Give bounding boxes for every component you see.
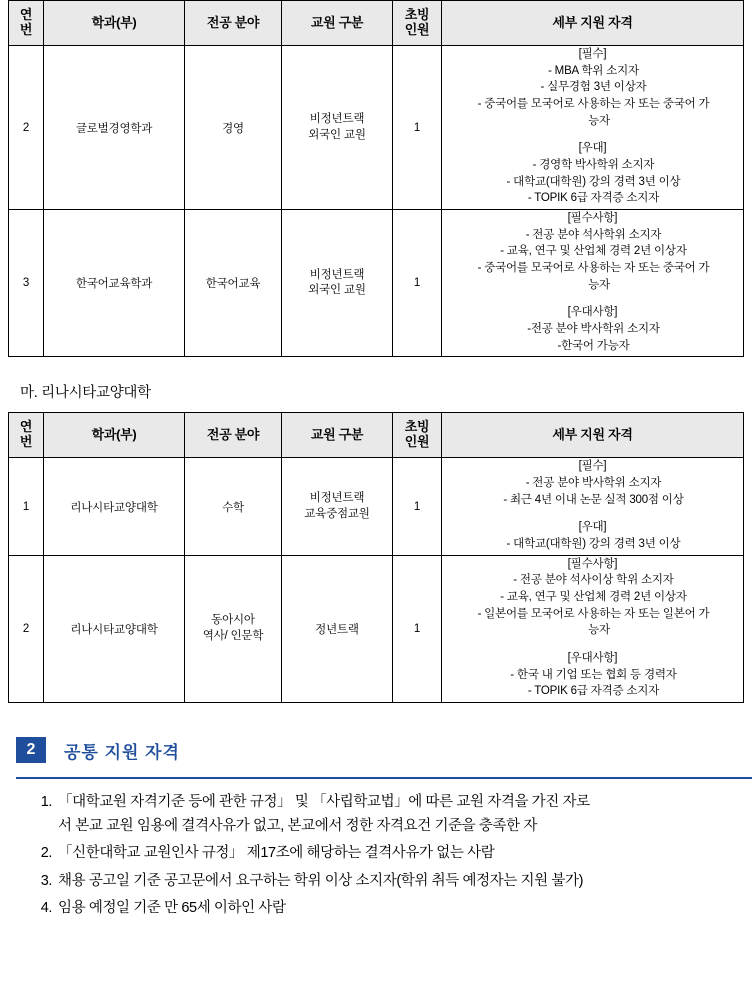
cell-department: 리나시타교양대학 [44, 458, 185, 555]
cell-major: 경영 [185, 46, 282, 210]
cell-faculty-type: 정년트랙 [282, 555, 393, 702]
qualification-line-cont: 능자 [588, 114, 610, 127]
section-divider [16, 777, 752, 779]
table-2-body [9, 458, 744, 703]
list-item-line1: 「신한대학교 교원인사 규정」 제17조에 해당하는 결격사유가 없는 사람 [58, 845, 495, 862]
table-1-body [9, 46, 744, 357]
qualification-line: - TOPIK 6급 자격증 소지자 [527, 685, 660, 698]
qualification-line-cont: 능자 [588, 278, 610, 291]
list-item [54, 870, 744, 893]
header-department: 학과(부) [44, 413, 185, 458]
recruit-table-2 [8, 412, 744, 703]
spacer [442, 510, 743, 519]
header-count-line1: 초빙 [404, 7, 430, 23]
qualification-line: - 전공 분야 석사이상 학위 소지자 [513, 574, 674, 587]
header-major: 전공 분야 [185, 413, 282, 458]
cell-count: 1 [393, 458, 442, 555]
faculty-type-line2: 외국인 교원 [308, 128, 366, 141]
qualification-line: -한국어 가능자 [557, 339, 630, 352]
header-major: 전공 분야 [185, 1, 282, 46]
header-qualification: 세부 지원 자격 [442, 413, 744, 458]
qualification-line: - 대학교(대학원) 강의 경력 3년 이상 [506, 538, 681, 551]
common-qualification-list [8, 791, 744, 920]
common-section-heading [16, 737, 744, 763]
cell-qualification [442, 458, 744, 555]
header-qualification: 세부 지원 자격 [442, 1, 744, 46]
qualification-line: -전공 분야 박사학위 소지자 [527, 323, 660, 336]
table-2-header [9, 413, 744, 458]
spacer [442, 641, 743, 650]
cell-major: 수학 [185, 458, 282, 555]
faculty-type-line2: 외국인 교원 [308, 284, 366, 297]
cell-department: 글로벌경영학과 [44, 46, 185, 210]
cell-faculty-type [282, 210, 393, 357]
cell-qualification [442, 555, 744, 702]
qualification-group-required [442, 458, 743, 508]
qualification-group-preferred [442, 519, 743, 552]
qualification-line: - 일본어를 모국어로 사용하는 자 또는 일본어 가 [477, 607, 710, 620]
major-line2: 역사/ 인문학 [202, 629, 264, 642]
qualification-group-header: [우대] [578, 521, 607, 534]
qualification-group-header: [우대사항] [567, 652, 618, 665]
cell-count: 1 [393, 46, 442, 210]
table-row [9, 555, 744, 702]
qualification-group-required [442, 46, 743, 129]
table-2-header-row [9, 413, 744, 458]
qualification-line: - 전공 분야 박사학위 소지자 [525, 477, 662, 490]
header-no-line2: 번 [19, 22, 33, 37]
qualification-group-header: [우대] [578, 142, 607, 155]
qualification-group-required [442, 210, 743, 293]
qualification-group-header: [필수사항] [567, 212, 618, 225]
qualification-line: - 교육, 연구 및 산업체 경력 2년 이상자 [500, 591, 687, 604]
header-count-line2: 인원 [404, 434, 430, 450]
header-no [9, 1, 44, 46]
qualification-group-header: [우대사항] [567, 306, 618, 319]
cell-department: 한국어교육학과 [44, 210, 185, 357]
qualification-line: - 실무경험 3년 이상자 [540, 81, 647, 94]
qualification-line: - 한국 내 기업 또는 협회 등 경력자 [510, 668, 677, 681]
list-item [54, 791, 744, 838]
qualification-line: - 전공 분야 석사학위 소지자 [525, 228, 662, 241]
major-line1: 동아시아 [211, 614, 255, 627]
table-1-header-row [9, 1, 744, 46]
table-1-header [9, 1, 744, 46]
header-faculty-type: 교원 구분 [282, 413, 393, 458]
cell-qualification [442, 46, 744, 210]
table-row [9, 46, 744, 210]
faculty-type-line2: 교육중점교원 [304, 507, 370, 520]
qualification-line: - MBA 학위 소지자 [548, 64, 639, 77]
faculty-type-line1: 비정년트랙 [309, 492, 365, 505]
list-item-line2: 서 본교 교원 임용에 결격사유가 없고, 본교에서 정한 자격요건 기준을 충족한 자 [58, 817, 537, 834]
spacer [442, 295, 743, 304]
qualification-group-preferred [442, 304, 743, 354]
qualification-group-header: [필수] [578, 48, 607, 60]
qualification-group-header: [필수] [578, 460, 607, 473]
header-no-line1: 연 [19, 419, 33, 435]
header-count [393, 1, 442, 46]
cell-count: 1 [393, 555, 442, 702]
cell-faculty-type [282, 46, 393, 210]
list-item-line1: 채용 공고일 기준 공고문에서 요구하는 학위 이상 소지자(학위 취득 예정자는 지원 불가) [58, 872, 584, 889]
list-item-line1: 임용 예정일 기준 만 65세 이하인 사람 [58, 900, 286, 917]
qualification-line: - 중국어를 모국어로 사용하는 자 또는 중국어 가 [477, 98, 710, 111]
table-row [9, 210, 744, 357]
qualification-line: - 대학교(대학원) 강의 경력 3년 이상 [506, 175, 681, 188]
section-number-badge: 2 [16, 737, 46, 763]
faculty-type-line1: 비정년트랙 [309, 113, 365, 125]
qualification-line: - 중국어를 모국어로 사용하는 자 또는 중국어 가 [477, 262, 710, 275]
header-no [9, 413, 44, 458]
spacer [442, 131, 743, 140]
recruit-table-1 [8, 0, 744, 357]
header-department: 학과(부) [44, 1, 185, 46]
qualification-line: - TOPIK 6급 자격증 소지자 [527, 192, 660, 205]
cell-qualification [442, 210, 744, 357]
qualification-line-cont: 능자 [588, 624, 610, 637]
qualification-group-header: [필수사항] [567, 557, 618, 570]
cell-major: 한국어교육 [185, 210, 282, 357]
cell-count: 1 [393, 210, 442, 357]
cell-no: 2 [9, 46, 44, 210]
table-row [9, 458, 744, 555]
cell-department: 리나시타교양대학 [44, 555, 185, 702]
header-count-line2: 인원 [404, 22, 430, 37]
header-faculty-type: 교원 구분 [282, 1, 393, 46]
qualification-group-preferred [442, 140, 743, 207]
header-count [393, 413, 442, 458]
cell-no: 3 [9, 210, 44, 357]
list-item [54, 842, 744, 865]
faculty-type-line1: 비정년트랙 [309, 268, 365, 281]
list-item [54, 897, 744, 920]
cell-major [185, 555, 282, 702]
cell-faculty-type [282, 458, 393, 555]
header-no-line2: 번 [19, 434, 33, 450]
header-count-line1: 초빙 [404, 419, 430, 435]
qualification-line: - 경영학 박사학위 소지자 [532, 159, 655, 172]
qualification-line: - 교육, 연구 및 산업체 경력 2년 이상자 [500, 245, 687, 258]
cell-no: 2 [9, 555, 44, 702]
section-title: 공통 지원 자격 [64, 742, 180, 762]
qualification-line: - 최근 4년 이내 논문 실적 300점 이상 [503, 493, 684, 506]
section-label-liberal-arts: 마. 리나시타교양대학 [20, 385, 151, 402]
qualification-group-preferred [442, 650, 743, 700]
qualification-group-required [442, 556, 743, 639]
list-item-line1: 「대학교원 자격기준 등에 관한 규정」 및 「사립학교법」에 따른 교원 자격을 가진 자로 [58, 794, 590, 811]
cell-no: 1 [9, 458, 44, 555]
header-no-line1: 연 [19, 7, 33, 23]
